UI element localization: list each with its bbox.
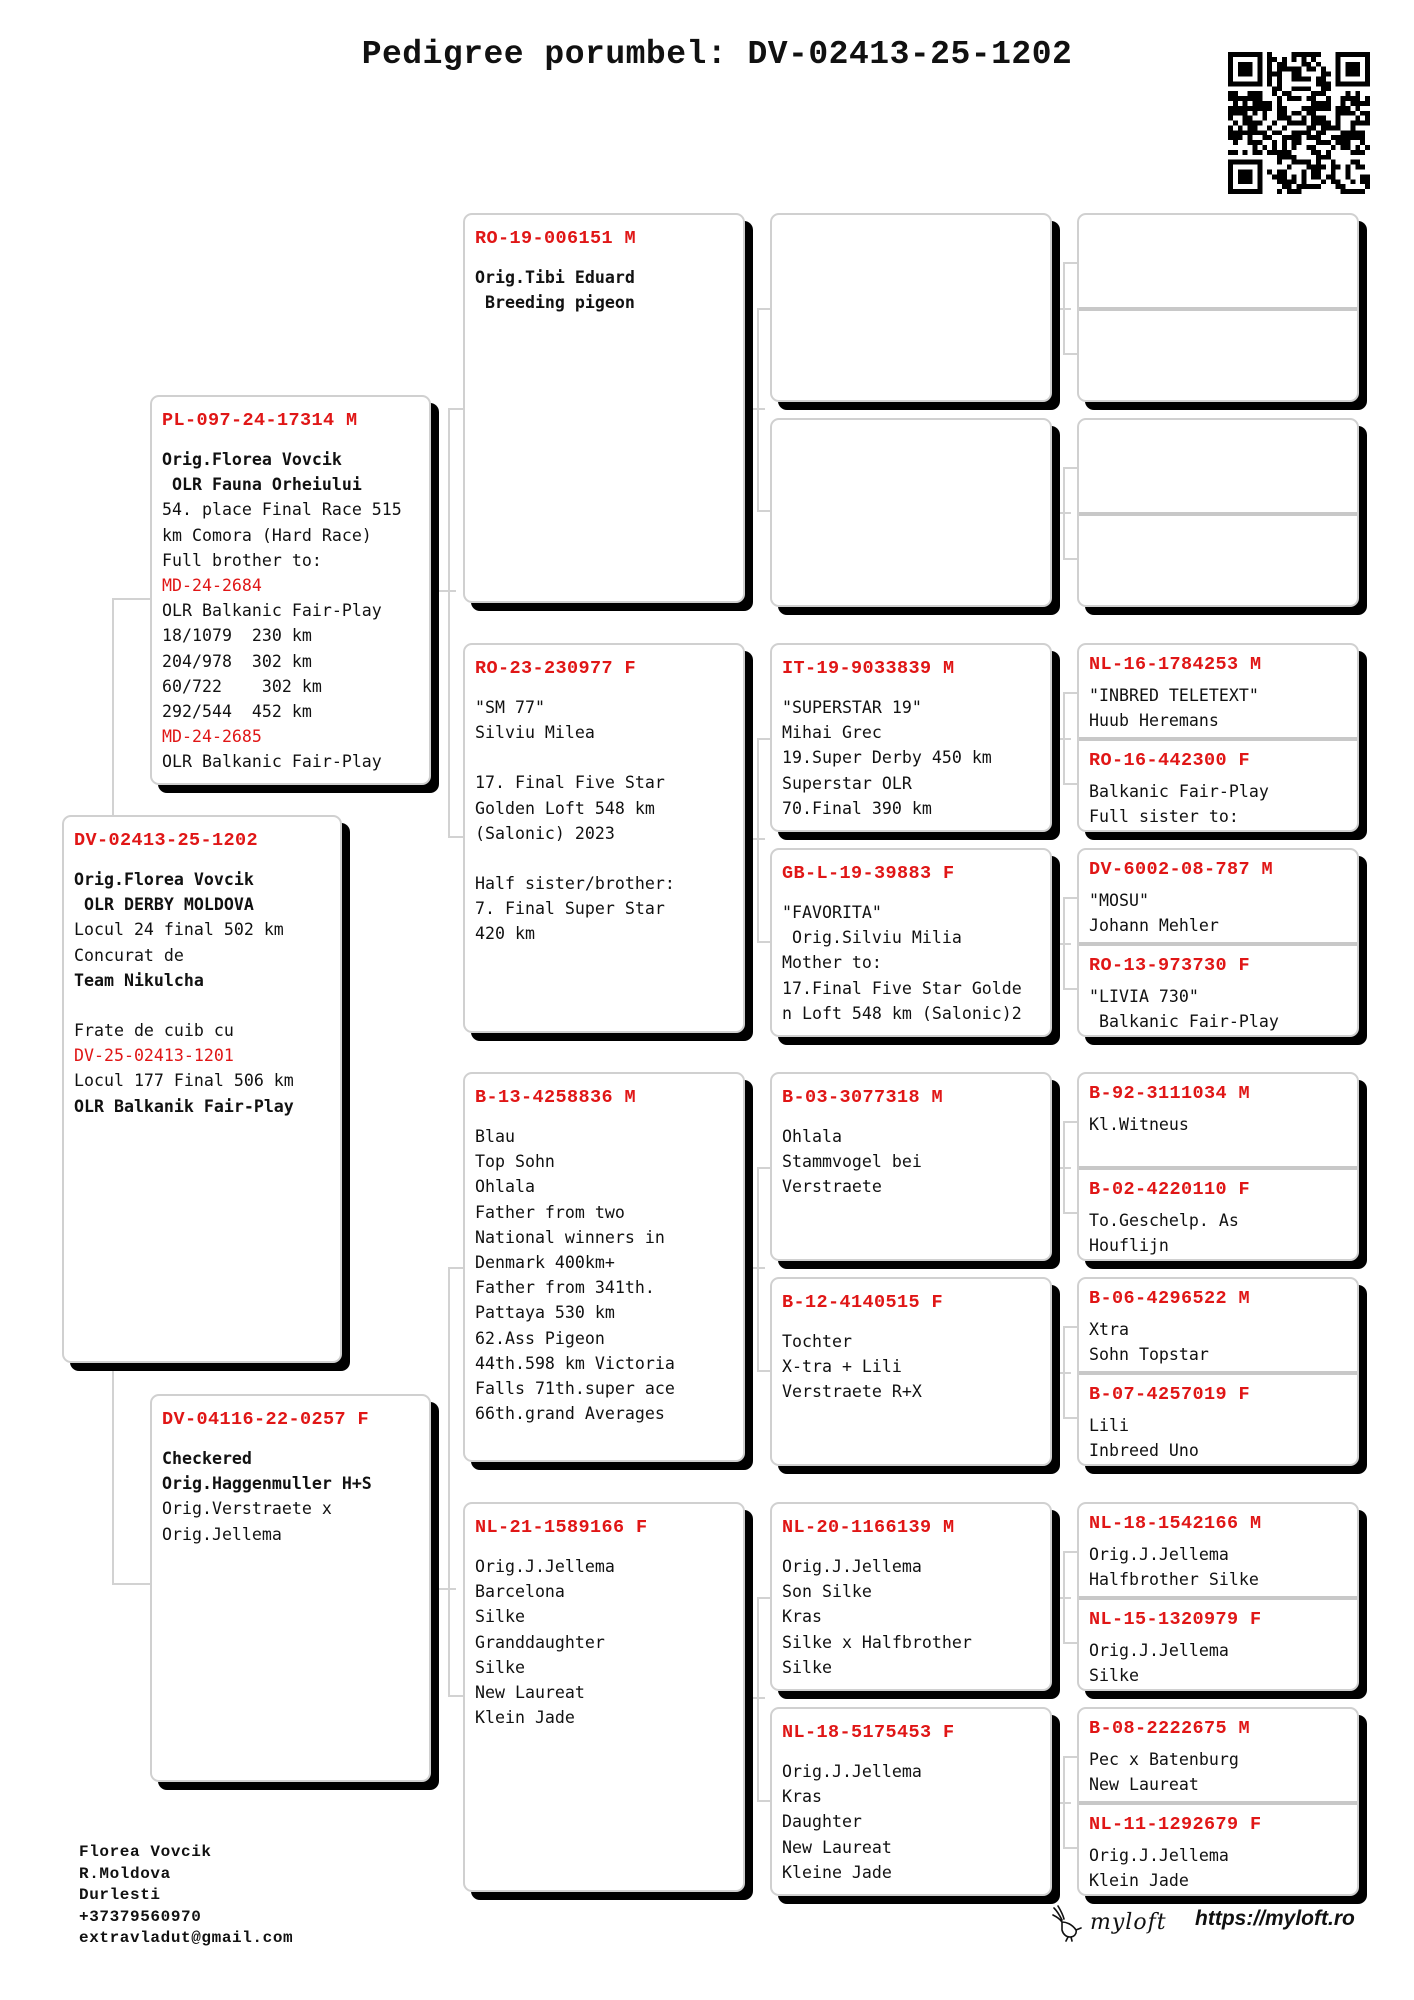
connector-stub (1060, 308, 1071, 310)
sire-card[interactable] (150, 395, 431, 785)
detail-line: 292/544 452 km (162, 702, 312, 722)
connector-bracket (757, 1167, 770, 1372)
detail-line: New Laureat (782, 1837, 892, 1857)
detail-line: 17.Final Five Star Golde (782, 978, 1022, 998)
ggg-details (1089, 1317, 1347, 1367)
connector-stub (439, 1588, 456, 1590)
detail-line: Tochter (782, 1332, 852, 1351)
ggg-details (1089, 1747, 1347, 1797)
great-grandparent-details (782, 1329, 1040, 1405)
dam-card[interactable] (150, 1394, 431, 1782)
ggg-card[interactable] (1079, 1375, 1357, 1464)
ggg-pair-card (1077, 1502, 1359, 1691)
ggg-card[interactable] (1079, 946, 1357, 1035)
detail-line: Falls 71th.super ace (475, 1379, 675, 1399)
ggg-pair-card (1077, 1072, 1359, 1261)
connector-stub (753, 408, 765, 410)
grandparent-card[interactable] (463, 643, 745, 1033)
detail-line: 18/1079 230 km (162, 626, 312, 646)
detail-line: OLR Fauna Orheiului (162, 475, 362, 495)
detail-line (475, 745, 733, 770)
detail-line: Pattaya 530 km (475, 1303, 615, 1323)
detail-line: 60/722 302 km (162, 676, 322, 696)
detail-line: Balkanic Fair-Play (1089, 782, 1269, 801)
detail-line: "LIVIA 730" (1089, 987, 1199, 1006)
detail-line: Orig.Tibi Eduard (475, 268, 635, 287)
ggg-card[interactable] (1079, 850, 1357, 942)
detail-line: Orig.J.Jellema (475, 1557, 615, 1576)
ggg-pair-card (1077, 643, 1359, 832)
detail-line: Orig.Florea Vovcik (74, 870, 254, 889)
connector-stub (439, 590, 456, 592)
detail-line: Orig.Jellema (162, 1524, 282, 1544)
great-grandparent-details (782, 1554, 1040, 1680)
breeder-name: Florea Vovcik (79, 1843, 212, 1861)
detail-line: Kleine Jade (782, 1862, 892, 1882)
detail-line: "INBRED TELETEXT" (1089, 686, 1259, 705)
dam-ring-number: DV-04116-22-0257 F (162, 1409, 370, 1430)
ggg-details (1089, 683, 1347, 733)
ggg-details (1089, 779, 1347, 829)
detail-line: Father from 341th. (475, 1278, 655, 1298)
qr-code (1228, 52, 1370, 194)
ggg-card[interactable] (1079, 1709, 1357, 1801)
detail-line: Ohlala (782, 1127, 842, 1146)
detail-line: Klein Jade (475, 1708, 575, 1728)
ggg-ring-number: RO-16-442300 F (1089, 750, 1251, 771)
detail-line: Sohn Topstar (1089, 1345, 1209, 1364)
dam-details (162, 1446, 419, 1547)
detail-line: To.Geschelp. As (1089, 1211, 1239, 1230)
great-grandparent-details (782, 695, 1040, 821)
connector-stub (1060, 512, 1071, 514)
detail-line: "FAVORITA" (782, 903, 882, 922)
subject-details (74, 867, 330, 1119)
detail-line: Orig.Florea Vovcik (162, 450, 342, 469)
grandparent-ring-number: RO-23-230977 F (475, 658, 637, 679)
great-grandparent-details (782, 900, 1040, 1026)
website-link[interactable]: https://myloft.ro (1195, 1907, 1355, 1930)
detail-line: Silke (475, 1607, 525, 1627)
ggg-details (1089, 1208, 1347, 1258)
detail-line: OLR Balkanic Fair-Play (162, 601, 382, 621)
detail-line: Locul 177 Final 506 km (74, 1071, 294, 1091)
ggg-card[interactable] (1079, 741, 1357, 830)
detail-line: Mihai Grec (782, 723, 882, 743)
ggg-card[interactable] (1079, 1074, 1357, 1166)
great-grandparent-card[interactable] (770, 1277, 1052, 1466)
ggg-ring-number: RO-13-973730 F (1089, 955, 1251, 976)
ggg-details (1089, 1413, 1347, 1463)
detail-line: 204/978 302 km (162, 651, 312, 671)
detail-line (475, 846, 733, 871)
connector-stub (753, 838, 765, 840)
detail-line: 19.Super Derby 450 km (782, 748, 992, 768)
great-grandparent-ring-number: IT-19-9033839 M (782, 658, 955, 679)
ggg-details (1089, 1542, 1347, 1592)
great-grandparent-card[interactable] (770, 1502, 1052, 1691)
detail-line: Full sister to: (1089, 807, 1239, 826)
great-grandparent-card[interactable] (770, 643, 1052, 832)
detail-line: Golden Loft 548 km (475, 798, 655, 818)
ggg-pair-card (1077, 1277, 1359, 1466)
detail-line: 420 km (475, 924, 535, 944)
detail-line: Locul 24 final 502 km (74, 920, 284, 940)
great-grandparent-ring-number: B-03-3077318 M (782, 1087, 944, 1108)
detail-line: Kras (782, 1607, 822, 1627)
detail-line: Huub Heremans (1089, 711, 1219, 730)
breeder-phone[interactable]: +37379560970 (79, 1907, 202, 1926)
detail-line: Granddaughter (475, 1632, 605, 1652)
detail-line (74, 993, 330, 1018)
great-grandparent-card[interactable] (770, 1707, 1052, 1896)
sire-details (162, 447, 419, 775)
detail-line: 44th.598 km Victoria (475, 1353, 675, 1373)
grandparent-card[interactable] (463, 1072, 745, 1462)
detail-line: Silke x Halfbrother (782, 1632, 972, 1652)
connector-bracket (448, 408, 463, 838)
detail-line: 17. Final Five Star (475, 773, 665, 793)
ggg-details (1089, 1112, 1347, 1137)
pigeon-logo-icon (1050, 1902, 1084, 1942)
detail-line: Son Silke (782, 1582, 872, 1602)
ggg-ring-number: NL-16-1784253 M (1089, 654, 1262, 675)
detail-line: Team Nikulcha (74, 970, 204, 990)
detail-line: Orig.J.Jellema (1089, 1545, 1229, 1564)
ggg-details (1089, 888, 1347, 938)
detail-line: Frate de cuib cu (74, 1021, 234, 1041)
grandparent-details (475, 265, 733, 315)
detail-line: Orig.Haggenmuller H+S (162, 1474, 372, 1494)
detail-line: Denmark 400km+ (475, 1253, 615, 1273)
ggg-ring-number: B-06-4296522 M (1089, 1288, 1251, 1309)
detail-line: Father from two (475, 1202, 625, 1222)
connector-stub (1060, 1802, 1071, 1804)
great-grandparent-ring-number: NL-18-5175453 F (782, 1722, 955, 1743)
connector-bracket (757, 308, 770, 512)
detail-line: MD-24-2684 (162, 576, 262, 596)
detail-line: Silke (782, 1657, 832, 1677)
detail-line: 7. Final Super Star (475, 899, 665, 919)
detail-line: Orig.J.Jellema (782, 1762, 922, 1781)
ggg-card[interactable] (1079, 645, 1357, 737)
detail-line: Orig.Silviu Milia (782, 928, 962, 948)
detail-line: Kras (782, 1787, 822, 1807)
great-grandparent-card[interactable] (770, 848, 1052, 1037)
ggg-card[interactable] (1079, 311, 1357, 400)
detail-line: Blau (475, 1127, 515, 1146)
ggg-ring-number: B-07-4257019 F (1089, 1384, 1251, 1405)
grandparent-ring-number: NL-21-1589166 F (475, 1517, 648, 1538)
grandparent-ring-number: RO-19-006151 M (475, 228, 637, 249)
detail-line: Half sister/brother: (475, 874, 675, 894)
detail-line: Klein Jade (1089, 1871, 1189, 1890)
subject-card[interactable] (62, 815, 342, 1363)
grandparent-details (475, 1124, 733, 1426)
detail-line: Breeding pigeon (475, 293, 635, 313)
detail-line: Superstar OLR (782, 773, 912, 793)
detail-line: Verstraete R+X (782, 1382, 922, 1402)
detail-line: Top Sohn (475, 1152, 555, 1172)
connector-stub (1060, 1167, 1071, 1169)
connector-bracket (757, 1597, 770, 1802)
ggg-pair-card (1077, 213, 1359, 402)
detail-line: Xtra (1089, 1320, 1129, 1339)
detail-line: (Salonic) 2023 (475, 823, 615, 843)
logo-text: myloft (1090, 1909, 1167, 1935)
connector-stub (753, 1267, 765, 1269)
detail-line: Lili (1089, 1416, 1129, 1435)
detail-line: Orig.J.Jellema (782, 1557, 922, 1576)
detail-line: X-tra + Lili (782, 1357, 902, 1377)
connector-stub (753, 1697, 765, 1699)
connector-stub (1060, 1597, 1071, 1599)
detail-line: "MOSU" (1089, 891, 1149, 910)
detail-line: Silke (1089, 1666, 1139, 1685)
detail-line: 62.Ass Pigeon (475, 1328, 605, 1348)
ggg-ring-number: NL-18-1542166 M (1089, 1513, 1262, 1534)
ggg-ring-number: NL-15-1320979 F (1089, 1609, 1262, 1630)
connector-stub (1060, 738, 1071, 740)
detail-line: New Laureat (475, 1683, 585, 1703)
detail-line: n Loft 548 km (Salonic)2 (782, 1003, 1022, 1023)
grandparent-details (475, 695, 733, 947)
detail-line: 70.Final 390 km (782, 798, 932, 818)
detail-line: Ohlala (475, 1177, 535, 1197)
detail-line: OLR DERBY MOLDOVA (74, 895, 254, 915)
breeder-email[interactable]: extravladut@gmail.com (79, 1929, 294, 1948)
detail-line: 54. place Final Race 515 (162, 500, 402, 520)
detail-line: "SM 77" (475, 698, 545, 717)
ggg-card[interactable] (1079, 516, 1357, 605)
ggg-card[interactable] (1079, 420, 1357, 512)
ggg-pair-card (1077, 1707, 1359, 1896)
detail-line: "SUPERSTAR 19" (782, 698, 922, 717)
connector-bracket (448, 1267, 463, 1697)
great-grandparent-ring-number: B-12-4140515 F (782, 1292, 944, 1313)
ggg-ring-number: B-02-4220110 F (1089, 1179, 1251, 1200)
great-grandparent-card[interactable] (770, 213, 1052, 402)
breeder-city: Durlesti (79, 1886, 161, 1905)
detail-line: Verstraete (782, 1177, 882, 1197)
ggg-pair-card (1077, 418, 1359, 607)
breeder-contact (79, 1842, 293, 1950)
detail-line: Orig.J.Jellema (1089, 1641, 1229, 1660)
detail-line: New Laureat (1089, 1775, 1199, 1794)
page-title: Pedigree porumbel: DV-02413-25-1202 (361, 36, 1073, 73)
connector-bracket (757, 738, 770, 943)
great-grandparent-ring-number: NL-20-1166139 M (782, 1517, 955, 1538)
detail-line: Silke (475, 1657, 525, 1677)
detail-line: Houflijn (1089, 1236, 1169, 1255)
detail-line: Full brother to: (162, 550, 322, 570)
connector-stub (1060, 1372, 1071, 1374)
detail-line: Concurat de (74, 945, 184, 965)
great-grandparent-card[interactable] (770, 418, 1052, 607)
ggg-card[interactable] (1079, 215, 1357, 307)
detail-line: Balkanic Fair-Play (1089, 1012, 1279, 1031)
ggg-card[interactable] (1079, 1600, 1357, 1689)
great-grandparent-ring-number: GB-L-19-39883 F (782, 863, 955, 884)
great-grandparent-card[interactable] (770, 1072, 1052, 1261)
detail-line: Daughter (782, 1812, 862, 1832)
detail-line: Stammvogel bei (782, 1152, 922, 1172)
great-grandparent-details (782, 1124, 1040, 1200)
detail-line: km Comora (Hard Race) (162, 525, 372, 545)
detail-line: Checkered (162, 1449, 252, 1468)
ggg-details (1089, 1638, 1347, 1688)
detail-line: Johann Mehler (1089, 916, 1219, 935)
detail-line: OLR Balkanik Fair-Play (74, 1096, 294, 1116)
ggg-ring-number: B-08-2222675 M (1089, 1718, 1251, 1739)
great-grandparent-details (782, 1759, 1040, 1885)
detail-line: MD-24-2685 (162, 727, 262, 747)
detail-line: Inbreed Uno (1089, 1441, 1199, 1460)
ggg-card[interactable] (1079, 1504, 1357, 1596)
detail-line: National winners in (475, 1227, 665, 1247)
grandparent-card[interactable] (463, 1502, 745, 1892)
detail-line: Halfbrother Silke (1089, 1570, 1259, 1589)
ggg-pair-card (1077, 848, 1359, 1037)
ggg-card[interactable] (1079, 1170, 1357, 1259)
ggg-card[interactable] (1079, 1279, 1357, 1371)
breeder-country: R.Moldova (79, 1864, 171, 1883)
grandparent-ring-number: B-13-4258836 M (475, 1087, 637, 1108)
detail-line: Mother to: (782, 953, 882, 973)
connector-stub (1060, 943, 1071, 945)
detail-line: Orig.J.Jellema (1089, 1846, 1229, 1865)
ggg-card[interactable] (1079, 1805, 1357, 1894)
sire-ring-number: PL-097-24-17314 M (162, 410, 358, 431)
detail-line: Orig.Verstraete x (162, 1499, 332, 1519)
subject-ring-number: DV-02413-25-1202 (74, 830, 259, 851)
detail-line: Silviu Milea (475, 723, 595, 743)
grandparent-details (475, 1554, 733, 1730)
detail-line: 66th.grand Averages (475, 1404, 665, 1424)
ggg-ring-number: DV-6002-08-787 M (1089, 859, 1274, 880)
ggg-details (1089, 1843, 1347, 1893)
detail-line: Barcelona (475, 1582, 565, 1602)
ggg-details (1089, 984, 1347, 1034)
detail-line: Pec x Batenburg (1089, 1750, 1239, 1769)
ggg-ring-number: NL-11-1292679 F (1089, 1814, 1262, 1835)
detail-line: Kl.Witneus (1089, 1115, 1189, 1134)
grandparent-card[interactable] (463, 213, 745, 603)
ggg-ring-number: B-92-3111034 M (1089, 1083, 1251, 1104)
myloft-logo[interactable] (1050, 1900, 1167, 1944)
detail-line: OLR Balkanic Fair-Play (162, 752, 382, 772)
detail-line: DV-25-02413-1201 (74, 1046, 234, 1066)
